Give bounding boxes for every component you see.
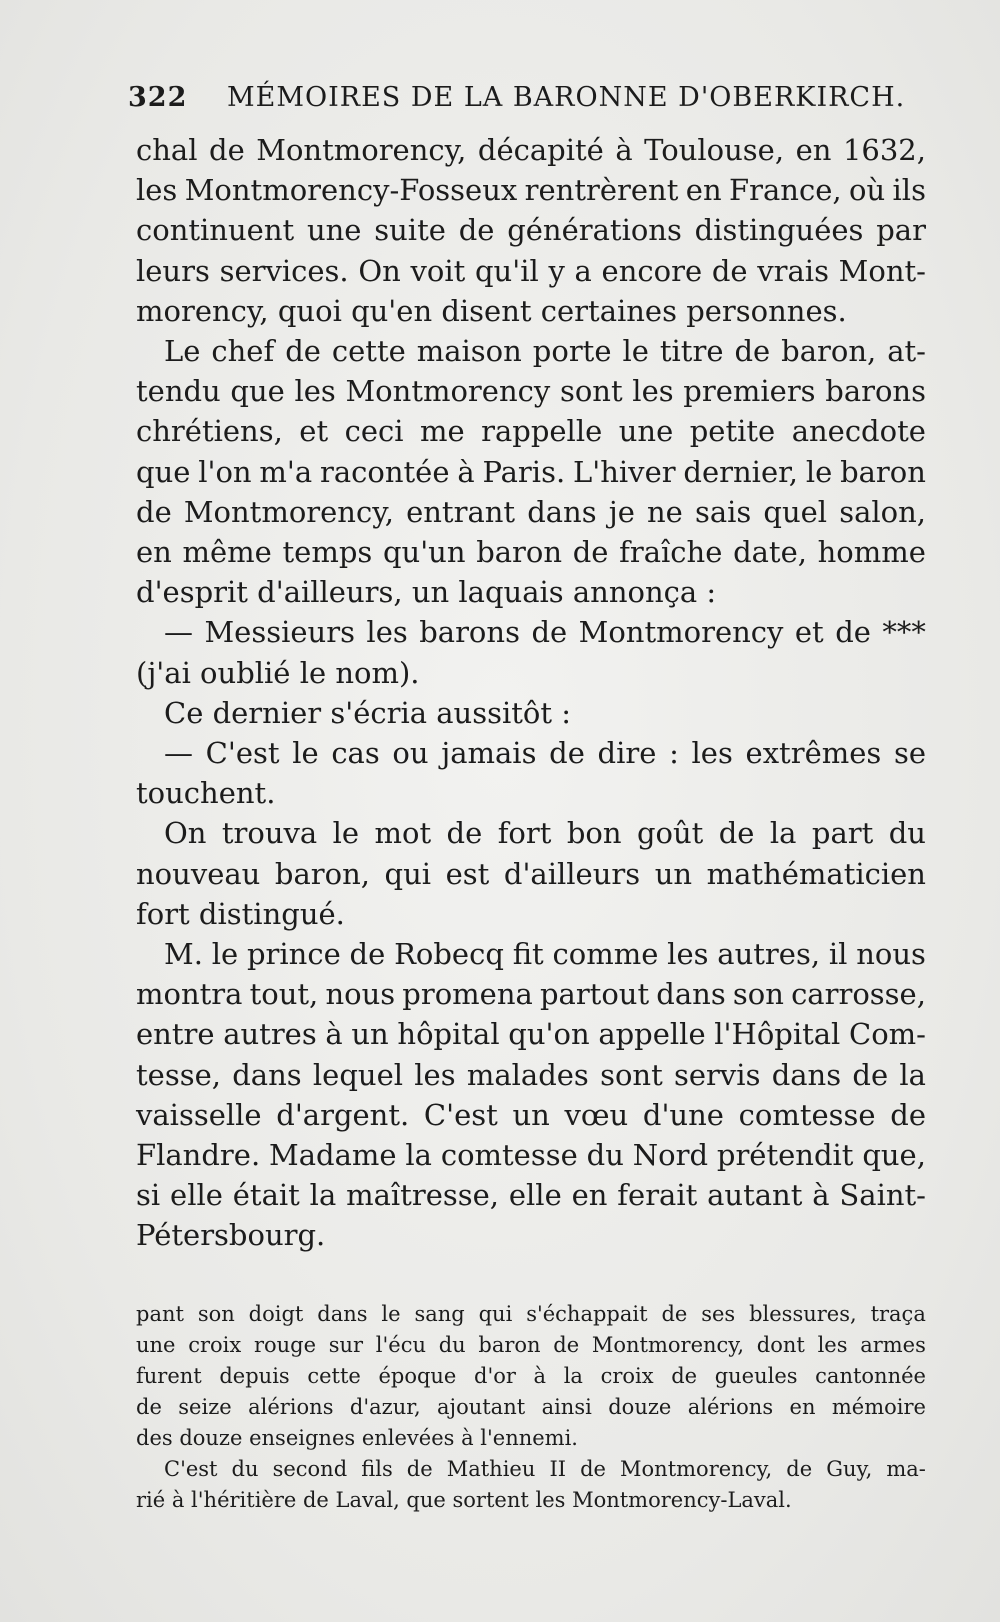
text-line: en même temps qu'un baron de fraîche date, homme (136, 535, 926, 570)
text-line: chal de Montmorency, décapité à Toulouse, en 1632, (136, 133, 926, 167)
text-line: Le chef de cette maison porte le titre de baron, at- (164, 334, 926, 369)
footnote-line: C'est du second fils de Mathieu II de Montmorency, de Guy, ma- (164, 1457, 926, 1481)
text-line: si elle était la maîtresse, elle en ferait autant à Saint- (136, 1178, 926, 1213)
text-line: tendu que les Montmorency sont les premiers barons (136, 374, 926, 409)
text-line: vaisselle d'argent. C'est un vœu d'une comtesse de (136, 1097, 926, 1132)
main-text (136, 130, 926, 1256)
footnote-line: rié à l'héritière de Laval, que sortent les Montmorency-Laval. (136, 1488, 792, 1512)
text-line: (j'ai oublié le nom). (136, 655, 420, 690)
footnote-line: des douze enseignes enlevées à l'ennemi. (136, 1426, 578, 1450)
footnote-line: une croix rouge sur l'écu du baron de Montmorency, dont les armes (136, 1333, 926, 1357)
text-line: Flandre. Madame la comtesse du Nord prétendit que, (136, 1138, 926, 1173)
text-line: tesse, dans lequel les malades sont servis dans de la (136, 1057, 926, 1092)
running-header (128, 82, 908, 113)
text-line: de Montmorency, entrant dans je ne sais quel salon, (136, 494, 926, 529)
text-line: nouveau baron, qui est d'ailleurs un mathématicien (136, 856, 926, 891)
text-line: les Montmorency-Fosseux rentrèrent en France, où ils (136, 173, 926, 208)
text-line: Pétersbourg. (136, 1218, 326, 1253)
text-line: que l'on m'a racontée à Paris. L'hiver dernier, le baron (136, 454, 926, 489)
text-line: morency, quoi qu'en disent certaines personnes. (136, 293, 847, 328)
text-line: fort distingué. (136, 896, 345, 931)
text-line: chrétiens, et ceci me rappelle une petite anecdote (136, 414, 926, 449)
text-line: M. le prince de Robecq fit comme les autres, il nous (164, 937, 926, 972)
footnote-line: de seize alérions d'azur, ajoutant ainsi douze alérions en mémoire (136, 1395, 926, 1419)
running-title: MÉMOIRES DE LA BARONNE D'OBERKIRCH. (226, 82, 906, 113)
page-number: 322 (128, 82, 188, 113)
text-line: d'esprit d'ailleurs, un laquais annonça : (136, 575, 717, 610)
text-line: entre autres à un hôpital qu'on appelle l'Hôpital Com- (136, 1017, 926, 1052)
text-line: — C'est le cas ou jamais de dire : les extrêmes se (164, 736, 926, 771)
footnote-line: pant son doigt dans le sang qui s'échappait de ses blessures, traça (136, 1302, 926, 1326)
text-line: touchent. (136, 776, 276, 811)
text-line: Ce dernier s'écria aussitôt : (164, 695, 572, 730)
text-line: leurs services. On voit qu'il y a encore de vrais Mont- (136, 253, 926, 288)
text-line: continuent une suite de générations distinguées par (136, 213, 926, 248)
text-line: — Messieurs les barons de Montmorency et de *** (164, 615, 926, 650)
text-line: montra tout, nous promena partout dans son carrosse, (136, 977, 926, 1012)
footnote-block (136, 1299, 926, 1516)
footnote-line: furent depuis cette époque d'or à la croix de gueules cantonnée (136, 1364, 926, 1388)
text-line: On trouva le mot de fort bon goût de la part du (164, 816, 926, 851)
